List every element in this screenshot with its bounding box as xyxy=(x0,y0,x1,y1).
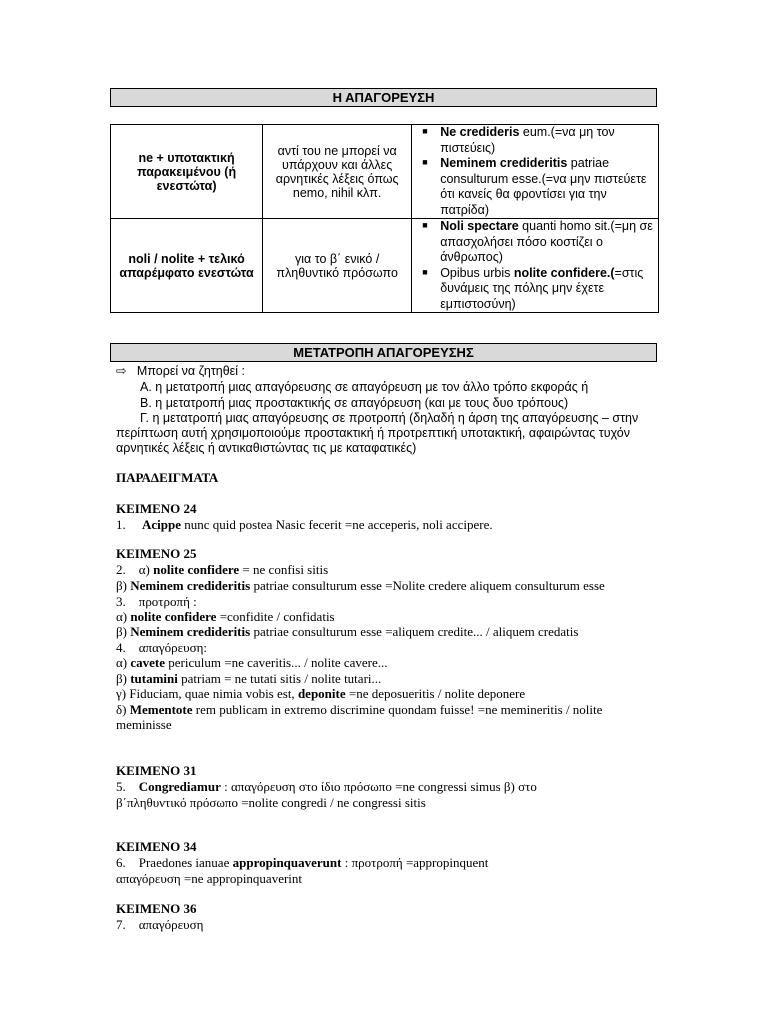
intro-line: ⇨ Μπορεί να ζητηθεί : xyxy=(116,364,245,378)
examples-cell xyxy=(412,219,659,313)
title-banner: Η ΑΠΑΓΟΡΕΥΣΗ xyxy=(110,88,657,107)
list-item: ■ Neminem credideritis patriae consulturum esse.(=να μην πιστεύετε ότι κανείς θα φροντίσει για την πατρίδα) xyxy=(440,156,654,218)
note-cell: για το β΄ ενικό / πληθυντικό πρόσωπο xyxy=(263,219,412,313)
example-line: 5. Congrediamur : απαγόρευση στο ίδιο πρόσωπο =ne congressi simus β) στο xyxy=(116,779,537,794)
example-line: 3. προτροπή : xyxy=(116,594,197,609)
option-c: Γ. η μετατροπή μιας απαγόρευσης σε προτροπή (δηλαδή η άρση της απαγόρευσης – στην περίπτωση αυτή χρησιμοποιούμε προστακτική ή προτρεπτική υποτακτική, αφαιρώντας τυχόν αρνητικές λέξεις ή αντικαθιστώντας τις με καταφατικές) xyxy=(116,411,639,455)
table-row xyxy=(111,125,659,219)
example-line: 6. Praedones ianuae appropinquaverunt : προτροπή =appropinquent xyxy=(116,855,489,870)
list-item: ■ Ne credideris eum.(=να μη τον πιστεύεις) xyxy=(440,125,654,156)
example-line: δ) Mementote rem publicam in extremo discrimine quondam fuisse! =ne memineritis / nolite meminisse xyxy=(116,702,603,732)
section-heading: ΚΕΙΜΕΝΟ 34 xyxy=(116,839,197,854)
example-line: γ) Fiduciam, quae nimia vobis est, deponite =ne deposueritis / nolite deponere xyxy=(116,686,526,701)
example-line: α) cavete periculum =ne caveritis... / nolite cavere... xyxy=(116,655,388,670)
option-a: Α. η μετατροπή μιας απαγόρευσης σε απαγόρευση με τον άλλο τρόπο εκφοράς ή xyxy=(140,380,589,394)
list-item: ■ Noli spectare quanti homo sit.(=μη σε απασχολήσει πόσο κοστίζει ο άνθρωπος) xyxy=(440,219,654,266)
section-heading: ΚΕΙΜΕΝΟ 31 xyxy=(116,763,197,778)
section-heading: ΚΕΙΜΕΝΟ 25 xyxy=(116,546,197,561)
form-cell: ne + υποτακτική παρακειμένου (ή ενεστώτα) xyxy=(111,125,263,219)
table-row xyxy=(111,219,659,313)
examples-cell xyxy=(412,125,659,219)
note-cell: αντί του ne μπορεί να υπάρχουν και άλλες αρνητικές λέξεις όπως nemo, nihil κλπ. xyxy=(263,125,412,219)
example-line: απαγόρευση =ne appropinquaverint xyxy=(116,871,303,886)
option-b: Β. η μετατροπή μιας προστακτικής σε απαγόρευση (και με τους δυο τρόπους) xyxy=(140,396,569,410)
example-line: β) Neminem credideritis patriae consulturum esse =Nolite credere aliquem consulturum esse xyxy=(116,578,605,593)
arrow-icon: ⇨ xyxy=(116,364,127,378)
example-line: β) tutamini patriam = ne tutati sitis / nolite tutari... xyxy=(116,671,382,686)
example-line: 7. απαγόρευση xyxy=(116,917,204,932)
example-line: β΄πληθυντικό πρόσωπο =nolite congredi / ne congressi sitis xyxy=(116,795,426,810)
example-line: α) nolite confidere =confidite / confidatis xyxy=(116,609,335,624)
example-line: 1. Acippe nunc quid postea Nasic fecerit =ne acceperis, noli accipere. xyxy=(116,517,493,532)
list-item: ■ Opibus urbis nolite confidere.(=στις δυνάμεις της πόλης μην έχετε εμπιστοσύνη) xyxy=(440,266,654,313)
section-heading: ΚΕΙΜΕΝΟ 24 xyxy=(116,501,197,516)
prohibition-rules-table xyxy=(110,124,659,313)
section-heading: ΚΕΙΜΕΝΟ 36 xyxy=(116,901,197,916)
example-line: 4. απαγόρευση: xyxy=(116,640,207,655)
section-banner: ΜΕΤΑΤΡΟΠΗ ΑΠΑΓΟΡΕΥΣΗΣ xyxy=(110,343,657,362)
example-line: 2. α) nolite confidere = ne confisi sitis xyxy=(116,562,329,577)
example-line: β) Neminem credideritis patriae consulturum esse =aliquem credite... / aliquem credatis xyxy=(116,624,579,639)
form-cell: noli / nolite + τελικό απαρέμφατο ενεστώτα xyxy=(111,219,263,313)
examples-heading: ΠΑΡΑΔΕΙΓΜΑΤΑ xyxy=(116,470,219,485)
